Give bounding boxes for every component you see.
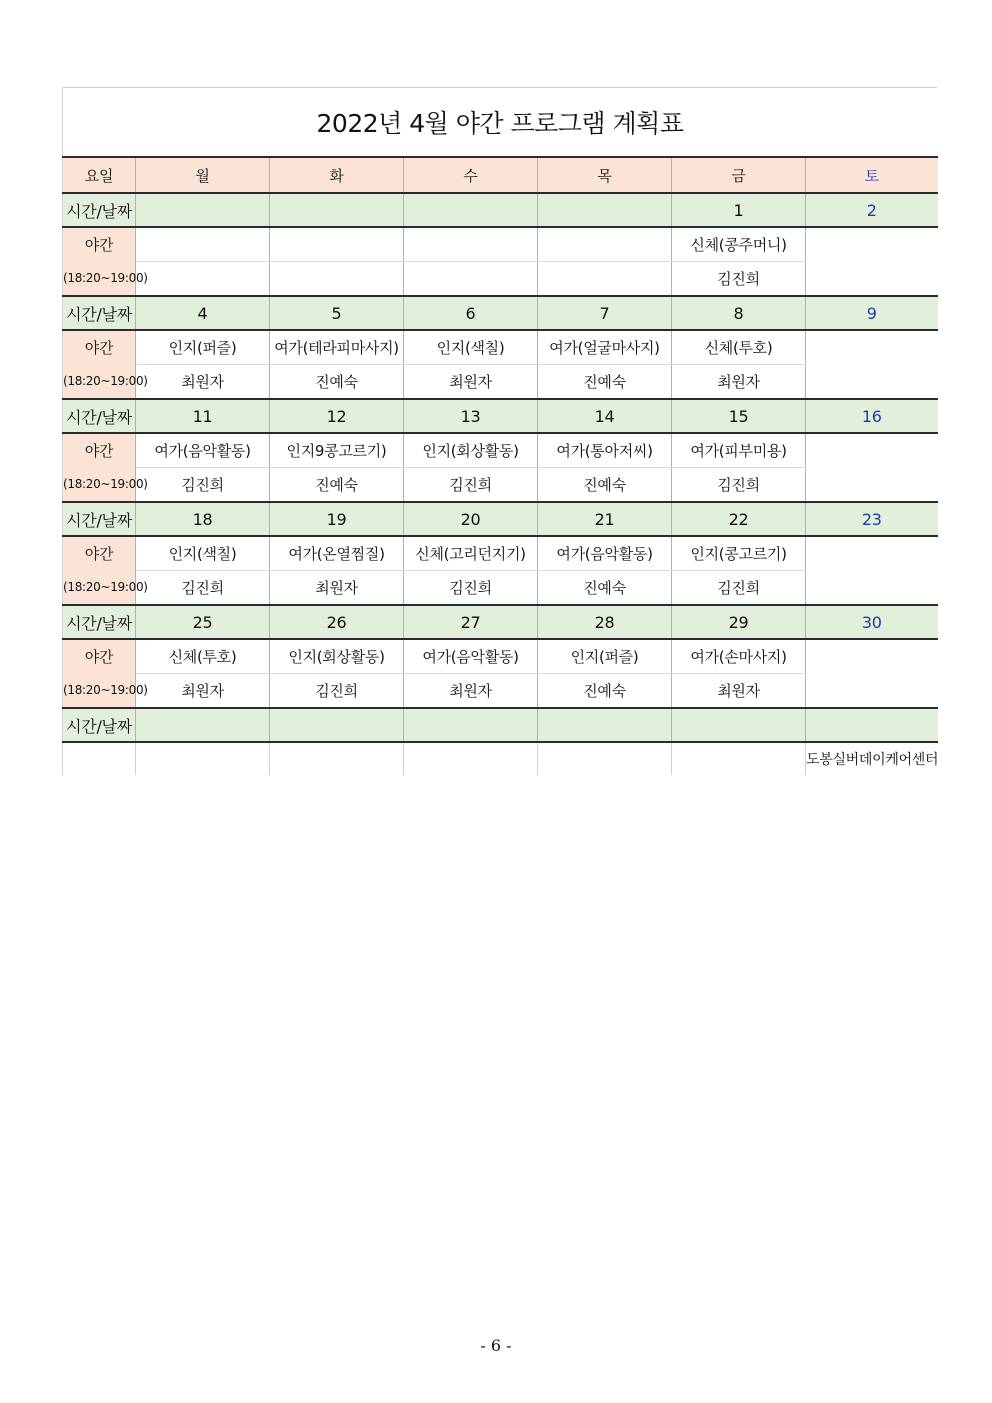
date-row-label: 시간/날짜 bbox=[63, 296, 136, 330]
center-name: 도봉실버데이케어센터 bbox=[806, 742, 938, 775]
schedule-sheet bbox=[62, 87, 937, 775]
activity-cell: 신체(콩주머니) bbox=[672, 227, 806, 262]
activity-cell: 인지(퍼즐) bbox=[538, 639, 672, 674]
activity-row bbox=[63, 536, 938, 571]
weekday-header-label: 요일 bbox=[63, 157, 136, 193]
date-row bbox=[63, 399, 938, 433]
activity-cell: 여가(통아저씨) bbox=[538, 433, 672, 468]
date-cell bbox=[538, 708, 672, 742]
teacher-cell: 김진희 bbox=[136, 571, 270, 606]
session-time-label: (18:20~19:00) bbox=[63, 262, 136, 297]
weekday-thu: 목 bbox=[538, 157, 672, 193]
date-cell: 6 bbox=[404, 296, 538, 330]
teacher-cell: 진예숙 bbox=[538, 571, 672, 606]
session-label: 야간 bbox=[63, 227, 136, 262]
activity-cell: 여가(음악활동) bbox=[136, 433, 270, 468]
date-cell: 18 bbox=[136, 502, 270, 536]
date-cell: 30 bbox=[806, 605, 938, 639]
teacher-cell: 진예숙 bbox=[538, 674, 672, 709]
saturday-empty-cell bbox=[806, 536, 938, 605]
date-cell bbox=[538, 193, 672, 227]
activity-cell: 신체(투호) bbox=[672, 330, 806, 365]
activity-cell: 인지9콩고르기) bbox=[270, 433, 404, 468]
date-cell bbox=[806, 708, 938, 742]
date-cell: 26 bbox=[270, 605, 404, 639]
activity-cell: 인지(색칠) bbox=[136, 536, 270, 571]
weekday-fri: 금 bbox=[672, 157, 806, 193]
activity-cell bbox=[270, 227, 404, 262]
date-cell bbox=[672, 708, 806, 742]
date-row-label: 시간/날짜 bbox=[63, 502, 136, 536]
date-row bbox=[63, 708, 938, 742]
date-row-label: 시간/날짜 bbox=[63, 708, 136, 742]
activity-cell: 여가(음악활동) bbox=[538, 536, 672, 571]
date-row bbox=[63, 502, 938, 536]
date-cell bbox=[404, 193, 538, 227]
page-title: 2022년 4월 야간 프로그램 계획표 bbox=[62, 87, 937, 156]
saturday-empty-cell bbox=[806, 330, 938, 399]
session-time-label: (18:20~19:00) bbox=[63, 365, 136, 400]
date-row bbox=[63, 193, 938, 227]
date-cell: 7 bbox=[538, 296, 672, 330]
saturday-empty-cell bbox=[806, 639, 938, 708]
activity-cell: 여가(음악활동) bbox=[404, 639, 538, 674]
footer-empty-cell bbox=[672, 742, 806, 775]
footer-empty-cell bbox=[538, 742, 672, 775]
activity-cell: 여가(온열찜질) bbox=[270, 536, 404, 571]
weekday-mon: 월 bbox=[136, 157, 270, 193]
weekday-sat: 토 bbox=[806, 157, 938, 193]
date-cell: 21 bbox=[538, 502, 672, 536]
date-cell: 9 bbox=[806, 296, 938, 330]
date-cell: 15 bbox=[672, 399, 806, 433]
date-cell: 8 bbox=[672, 296, 806, 330]
date-cell: 14 bbox=[538, 399, 672, 433]
session-label: 야간 bbox=[63, 536, 136, 571]
footer-empty-cell bbox=[63, 742, 136, 775]
teacher-cell: 김진희 bbox=[270, 674, 404, 709]
date-cell: 22 bbox=[672, 502, 806, 536]
saturday-empty-cell bbox=[806, 227, 938, 296]
footer-empty-cell bbox=[270, 742, 404, 775]
activity-cell: 여가(손마사지) bbox=[672, 639, 806, 674]
weekday-header-row bbox=[63, 157, 938, 193]
date-row bbox=[63, 605, 938, 639]
date-cell: 4 bbox=[136, 296, 270, 330]
activity-cell bbox=[404, 227, 538, 262]
activity-row bbox=[63, 639, 938, 674]
activity-cell: 여가(피부미용) bbox=[672, 433, 806, 468]
date-cell: 27 bbox=[404, 605, 538, 639]
footer-empty-cell bbox=[136, 742, 270, 775]
activity-row bbox=[63, 227, 938, 262]
activity-cell: 여가(얼굴마사지) bbox=[538, 330, 672, 365]
date-cell: 20 bbox=[404, 502, 538, 536]
activity-cell: 인지(퍼즐) bbox=[136, 330, 270, 365]
teacher-cell: 최원자 bbox=[136, 674, 270, 709]
teacher-cell bbox=[136, 262, 270, 297]
activity-row bbox=[63, 433, 938, 468]
teacher-cell: 최원자 bbox=[404, 674, 538, 709]
activity-row bbox=[63, 330, 938, 365]
date-cell: 28 bbox=[538, 605, 672, 639]
activity-cell: 인지(색칠) bbox=[404, 330, 538, 365]
teacher-cell: 최원자 bbox=[672, 674, 806, 709]
date-cell bbox=[404, 708, 538, 742]
date-cell: 11 bbox=[136, 399, 270, 433]
activity-cell bbox=[538, 227, 672, 262]
page-number: - 6 - bbox=[480, 1336, 512, 1355]
schedule-table bbox=[62, 156, 938, 775]
date-row-label: 시간/날짜 bbox=[63, 193, 136, 227]
date-cell bbox=[136, 193, 270, 227]
teacher-cell: 김진희 bbox=[672, 468, 806, 503]
date-cell: 19 bbox=[270, 502, 404, 536]
session-label: 야간 bbox=[63, 330, 136, 365]
date-cell: 1 bbox=[672, 193, 806, 227]
session-time-label: (18:20~19:00) bbox=[63, 571, 136, 606]
activity-cell: 인지(회상활동) bbox=[270, 639, 404, 674]
session-time-label: (18:20~19:00) bbox=[63, 468, 136, 503]
date-row bbox=[63, 296, 938, 330]
date-row-label: 시간/날짜 bbox=[63, 605, 136, 639]
teacher-cell bbox=[538, 262, 672, 297]
date-cell: 5 bbox=[270, 296, 404, 330]
teacher-cell: 진예숙 bbox=[538, 468, 672, 503]
date-row-label: 시간/날짜 bbox=[63, 399, 136, 433]
activity-cell: 여가(테라피마사지) bbox=[270, 330, 404, 365]
teacher-cell: 김진희 bbox=[136, 468, 270, 503]
date-cell: 25 bbox=[136, 605, 270, 639]
teacher-cell: 최원자 bbox=[672, 365, 806, 400]
activity-cell: 신체(고리던지기) bbox=[404, 536, 538, 571]
session-label: 야간 bbox=[63, 433, 136, 468]
teacher-cell: 김진희 bbox=[672, 262, 806, 297]
teacher-cell bbox=[270, 262, 404, 297]
date-cell: 2 bbox=[806, 193, 938, 227]
weekday-tue: 화 bbox=[270, 157, 404, 193]
weekday-wed: 수 bbox=[404, 157, 538, 193]
date-cell: 23 bbox=[806, 502, 938, 536]
teacher-cell: 최원자 bbox=[136, 365, 270, 400]
date-cell bbox=[136, 708, 270, 742]
footer-empty-cell bbox=[404, 742, 538, 775]
date-cell bbox=[270, 708, 404, 742]
teacher-cell: 최원자 bbox=[404, 365, 538, 400]
date-cell: 29 bbox=[672, 605, 806, 639]
activity-cell: 신체(투호) bbox=[136, 639, 270, 674]
teacher-cell: 김진희 bbox=[404, 571, 538, 606]
session-time-label: (18:20~19:00) bbox=[63, 674, 136, 709]
date-cell: 12 bbox=[270, 399, 404, 433]
teacher-cell bbox=[404, 262, 538, 297]
activity-cell bbox=[136, 227, 270, 262]
teacher-cell: 진예숙 bbox=[270, 468, 404, 503]
activity-cell: 인지(회상활동) bbox=[404, 433, 538, 468]
session-label: 야간 bbox=[63, 639, 136, 674]
teacher-cell: 김진희 bbox=[404, 468, 538, 503]
date-cell: 16 bbox=[806, 399, 938, 433]
footer-row bbox=[63, 742, 938, 775]
date-cell bbox=[270, 193, 404, 227]
saturday-empty-cell bbox=[806, 433, 938, 502]
teacher-cell: 진예숙 bbox=[538, 365, 672, 400]
activity-cell: 인지(콩고르기) bbox=[672, 536, 806, 571]
teacher-cell: 최원자 bbox=[270, 571, 404, 606]
teacher-cell: 김진희 bbox=[672, 571, 806, 606]
date-cell: 13 bbox=[404, 399, 538, 433]
teacher-cell: 진예숙 bbox=[270, 365, 404, 400]
